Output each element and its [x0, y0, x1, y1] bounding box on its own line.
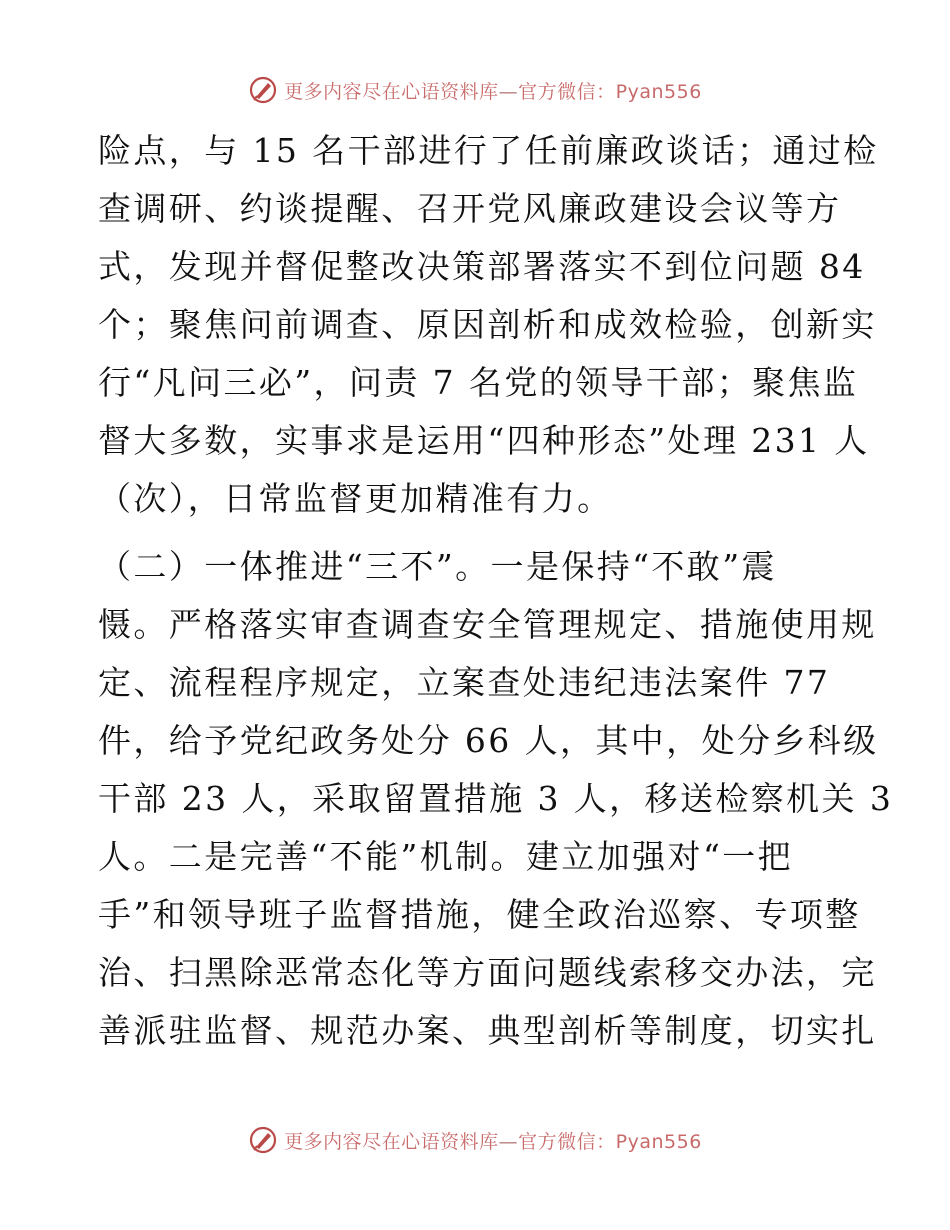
watermark-separator: —: [498, 1130, 519, 1153]
paragraph-gap: [98, 528, 858, 538]
text-line: 式，发现并督促整改决策部署落实不到位问题 84: [98, 247, 866, 286]
quill-pen-icon: [248, 1125, 278, 1155]
watermark-contact-text: 官方微信：Pyan556: [518, 1130, 702, 1153]
header-watermark: [0, 70, 950, 110]
text-line: （次），日常监督更加精准有力。: [98, 479, 613, 518]
quill-pen-icon: [248, 75, 278, 105]
watermark-site-text: 更多内容尽在心语资料库: [284, 80, 499, 103]
text-line: （二）一体推进“三不”。一是保持“不敢”震: [98, 547, 777, 586]
footer-watermark: [0, 1120, 950, 1160]
text-line: 手”和领导班子监督措施，健全政治巡察、专项整: [98, 895, 861, 934]
text-line: 治、扫黑除恶常态化等方面问题线索移交办法，完: [98, 953, 877, 992]
text-line: 善派驻监督、规范办案、典型剖析等制度，切实扎: [98, 1011, 877, 1050]
watermark-contact-text: 官方微信：Pyan556: [518, 80, 702, 103]
text-line: 干部 23 人，采取留置措施 3 人，移送检察机关 3: [98, 779, 894, 818]
text-line: 个；聚焦问前调查、原因剖析和成效检验，创新实: [98, 305, 877, 344]
paragraph: [98, 122, 879, 528]
text-line: 慑。严格落实审查调查安全管理规定、措施使用规: [98, 605, 877, 644]
text-line: 件，给予党纪政务处分 66 人，其中，处分乡科级: [98, 721, 879, 760]
text-line: 险点，与 15 名干部进行了任前廉政谈话；通过检: [98, 131, 879, 170]
paragraph: [98, 538, 894, 1060]
document-body: [98, 122, 894, 1060]
watermark-site-text: 更多内容尽在心语资料库: [284, 1130, 499, 1153]
text-line: 查调研、约谈提醒、召开党风廉政建设会议等方: [98, 189, 842, 228]
text-line: 督大多数，实事求是运用“四种形态”处理 231 人: [98, 421, 870, 460]
text-line: 定、流程程序规定，立案查处违纪违法案件 77: [98, 663, 831, 702]
watermark-separator: —: [498, 80, 519, 103]
text-line: 行“凡问三必”，问责 7 名党的领导干部；聚焦监: [98, 363, 859, 402]
text-line: 人。二是完善“不能”机制。建立加强对“一把: [98, 837, 794, 876]
